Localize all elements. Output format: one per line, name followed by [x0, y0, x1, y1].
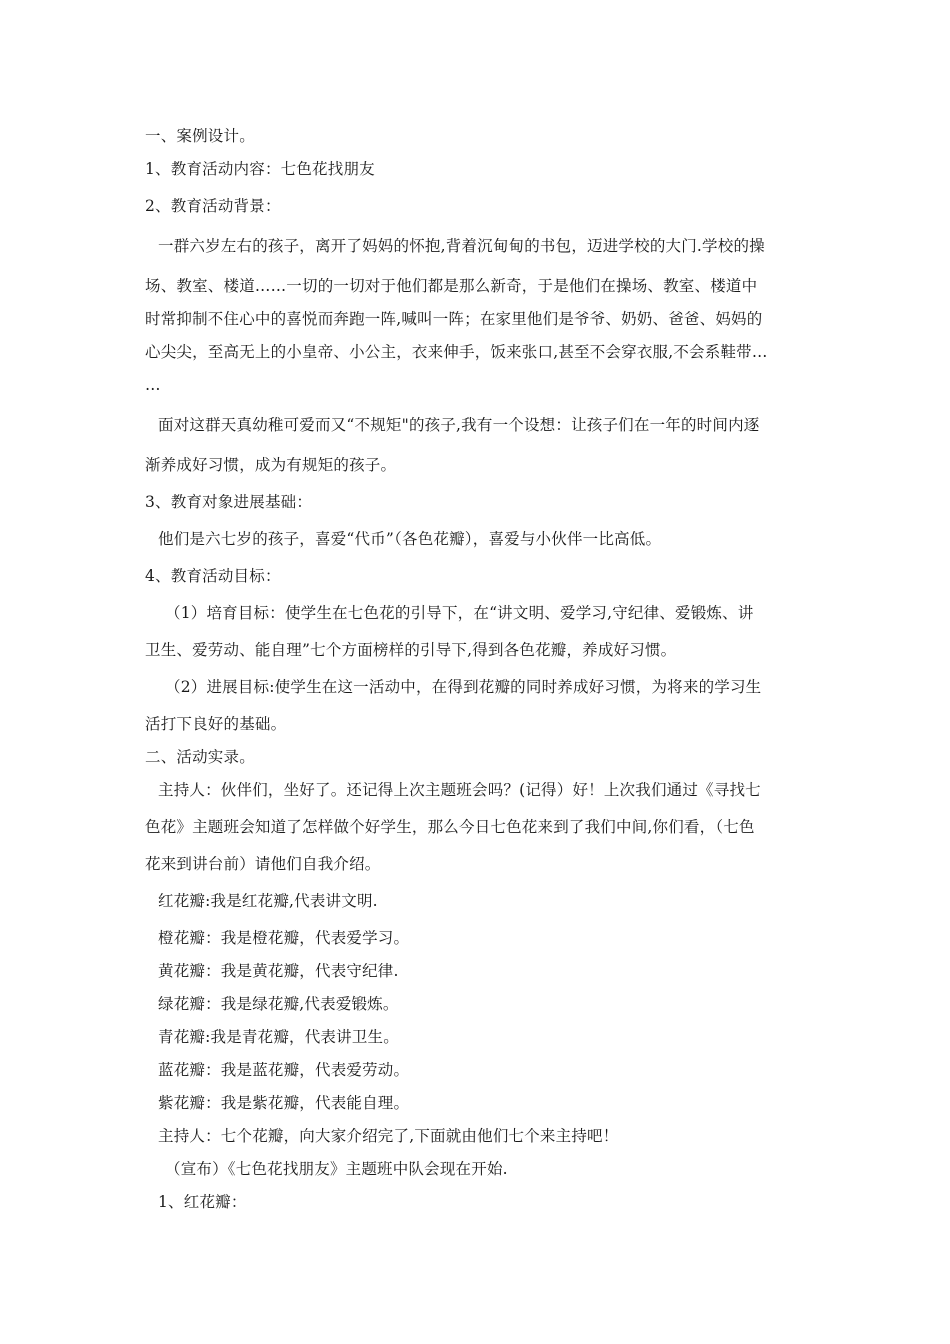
petal-intro-blue: 蓝花瓣：我是蓝花瓣，代表爱劳动。	[158, 1061, 410, 1079]
document-body	[145, 124, 807, 1214]
section-heading-activity-record: 二、活动实录。	[145, 748, 255, 766]
goal-1-line: 卫生、爱劳动、能自理”七个方面榜样的引导下,得到各色花瓣，养成好习惯。	[145, 641, 677, 659]
item-activity-background: 2、教育活动背景：	[145, 197, 281, 215]
section-heading-case-design: 一、案例设计。	[145, 127, 255, 145]
item-activity-content: 1、教育活动内容：七色花找朋友	[145, 160, 375, 178]
host-speech-line: 色花》主题班会知道了怎样做个好学生，那么今日七色花来到了我们中间,你们看，（七色	[145, 818, 755, 836]
petal-intro-green: 绿花瓣：我是绿花瓣,代表爱锻炼。	[158, 995, 399, 1013]
item-learner-basis: 3、教育对象进展基础：	[145, 493, 313, 511]
item-activity-goals: 4、教育活动目标：	[145, 567, 281, 585]
goal-1-line: （1）培育目标：使学生在七色花的引导下，在“讲文明、爱学习,守纪律、爱锻炼、讲	[165, 604, 754, 622]
goal-2-line: （2）进展目标:使学生在这一活动中，在得到花瓣的同时养成好习惯，为将来的学习生	[165, 678, 762, 696]
background-paragraph-2-line: 渐养成好习惯，成为有规矩的孩子。	[145, 456, 397, 474]
announcement: （宣布）《七色花找朋友》主题班中队会现在开始.	[165, 1160, 508, 1178]
background-paragraph-line: …	[145, 376, 161, 394]
learner-basis-text: 他们是六七岁的孩子，喜爱“代币”（各色花瓣），喜爱与小伙伴一比高低。	[158, 530, 662, 548]
host-speech-line: 花来到讲台前）请他们自我介绍。	[145, 855, 381, 873]
petal-intro-red: 红花瓣:我是红花瓣,代表讲文明.	[158, 892, 378, 910]
goal-2-line: 活打下良好的基础。	[145, 715, 287, 733]
background-paragraph-2-line: 面对这群天真幼稚可爱而又“不规矩"的孩子,我有一个设想：让孩子们在一年的时间内逐	[158, 416, 760, 434]
petal-intro-cyan: 青花瓣:我是青花瓣，代表讲卫生。	[158, 1028, 399, 1046]
host-speech-line: 主持人：伙伴们，坐好了。还记得上次主题班会吗？(记得）好！上次我们通过《寻找七	[158, 781, 761, 799]
petal-intro-yellow: 黄花瓣：我是黄花瓣，代表守纪律.	[158, 962, 399, 980]
host-speech-closing: 主持人：七个花瓣，向大家介绍完了,下面就由他们七个来主持吧！	[158, 1127, 619, 1145]
background-paragraph-line: 一群六岁左右的孩子，离开了妈妈的怀抱,背着沉甸甸的书包，迈进学校的大门.学校的操	[158, 237, 765, 255]
petal-intro-orange: 橙花瓣：我是橙花瓣，代表爱学习。	[158, 929, 410, 947]
background-paragraph-line: 心尖尖，至高无上的小皇帝、小公主，衣来伸手，饭来张口,甚至不会穿衣服,不会系鞋带…	[145, 343, 768, 361]
step-1-red-petal: 1、红花瓣：	[158, 1193, 247, 1211]
background-paragraph-line: 场、教室、楼道……一切的一切对于他们都是那么新奇，于是他们在操场、教室、楼道中	[145, 277, 758, 295]
petal-intro-purple: 紫花瓣：我是紫花瓣，代表能自理。	[158, 1094, 410, 1112]
background-paragraph-line: 时常抑制不住心中的喜悦而奔跑一阵,喊叫一阵；在家里他们是爷爷、奶奶、爸爸、妈妈的	[145, 310, 763, 328]
